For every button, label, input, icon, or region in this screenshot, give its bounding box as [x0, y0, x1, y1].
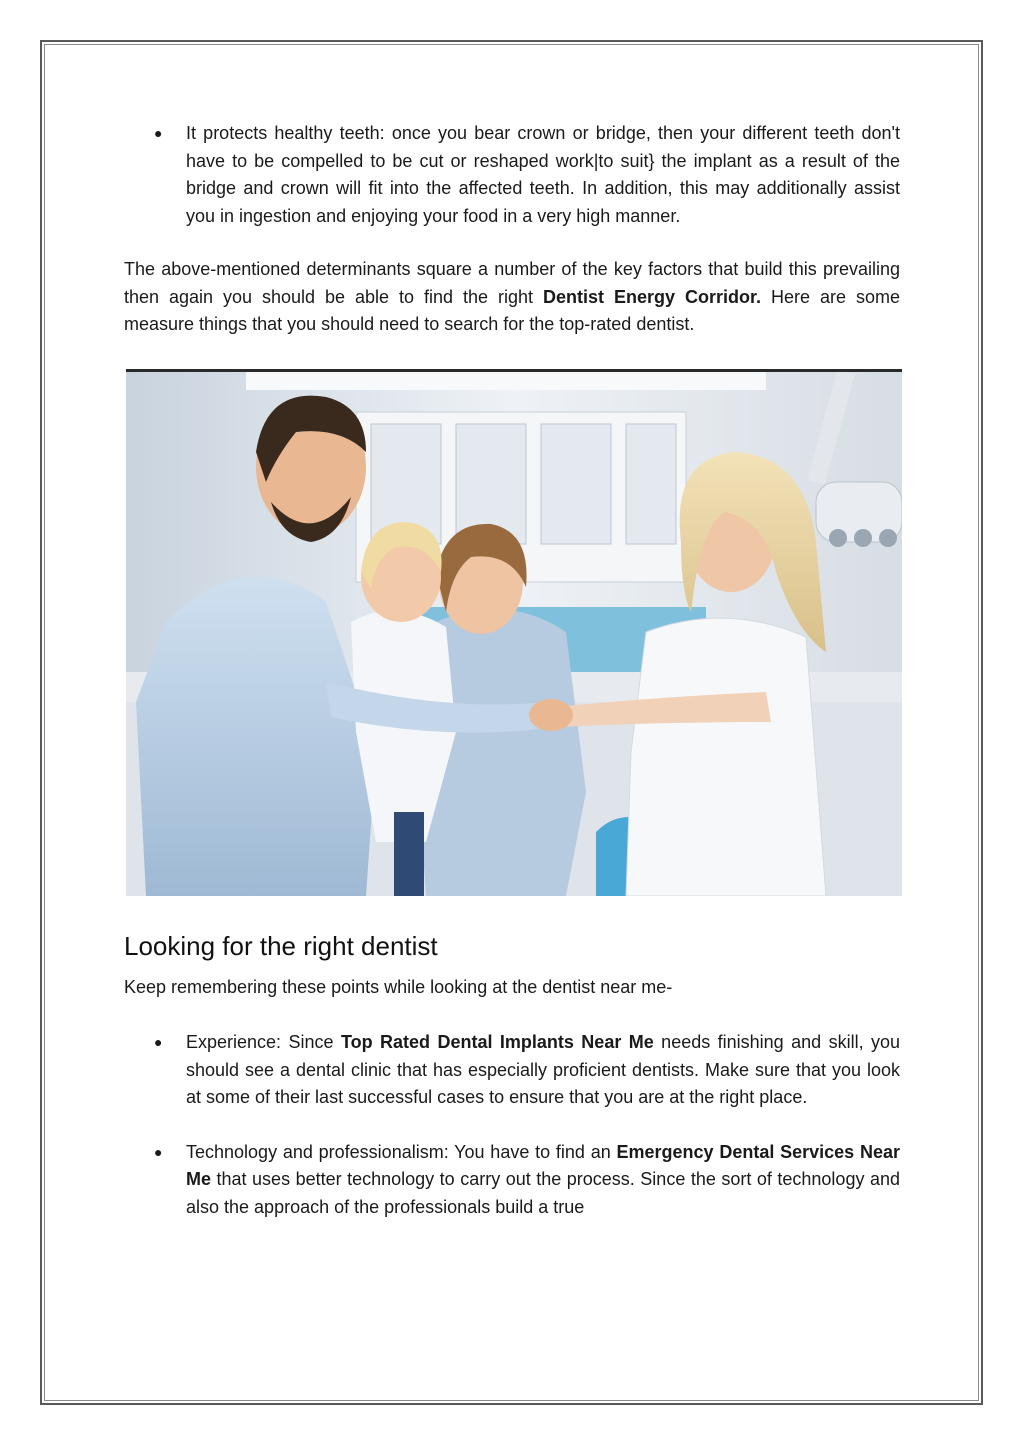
paragraph-text-tail: Here are some measure things that you should need to search for the top-rated dentist. [124, 286, 900, 334]
family-at-dentist-image [126, 372, 902, 896]
bullet-text: Experience: Since [186, 1032, 341, 1052]
bullet-marker: ● [154, 1143, 163, 1160]
dental-clinic-photo [126, 369, 902, 896]
bullet-text-tail: needs finishing and skill, you should see a dental clinic that has especially proficient dentists. Make sure that you look at some of their last successful cases to ensure that you are at the right place. [186, 1032, 901, 1107]
document-body [124, 120, 900, 1221]
bullet-marker: ● [154, 125, 163, 141]
paragraph-determinants [124, 256, 900, 339]
paragraph-text: The above-mentioned determinants square a number of the key factors that build this prevailing then again you should be able to find the right [124, 259, 900, 307]
link-text-top-rated-dental-implants: Top Rated Dental Implants Near Me [340, 1032, 654, 1052]
intro-paragraph: Keep remembering these points while looking at the dentist near me- [124, 976, 673, 997]
bullet-item-technology [124, 1139, 900, 1222]
link-text-emergency-dental-services: Emergency Dental Services Near Me [186, 1141, 900, 1189]
section-heading: Looking for the right dentist [124, 930, 438, 961]
bullet-item-protects-teeth [124, 120, 900, 230]
bullet-text-tail: that uses better technology to carry out the process. Since the sort of technology and also the approach of the professionals build a true [186, 1169, 900, 1217]
bullet-text: It protects healthy teeth: once you bear crown or bridge, then your different teeth don't have to be compelled to be cut or reshaped work|to suit} the implant as a result of the bridge and crown will fit into the affected teeth. In addition, this may additionally assist you in ingestion and enjoying your food in a very high manner. [186, 123, 900, 226]
bullet-marker: ● [154, 1034, 163, 1050]
bullet-item-experience [124, 1029, 900, 1112]
link-text-dentist-energy-corridor: Dentist Energy Corridor. [543, 286, 762, 307]
bullet-text: Technology and professionalism: You have to find an [186, 1141, 617, 1162]
